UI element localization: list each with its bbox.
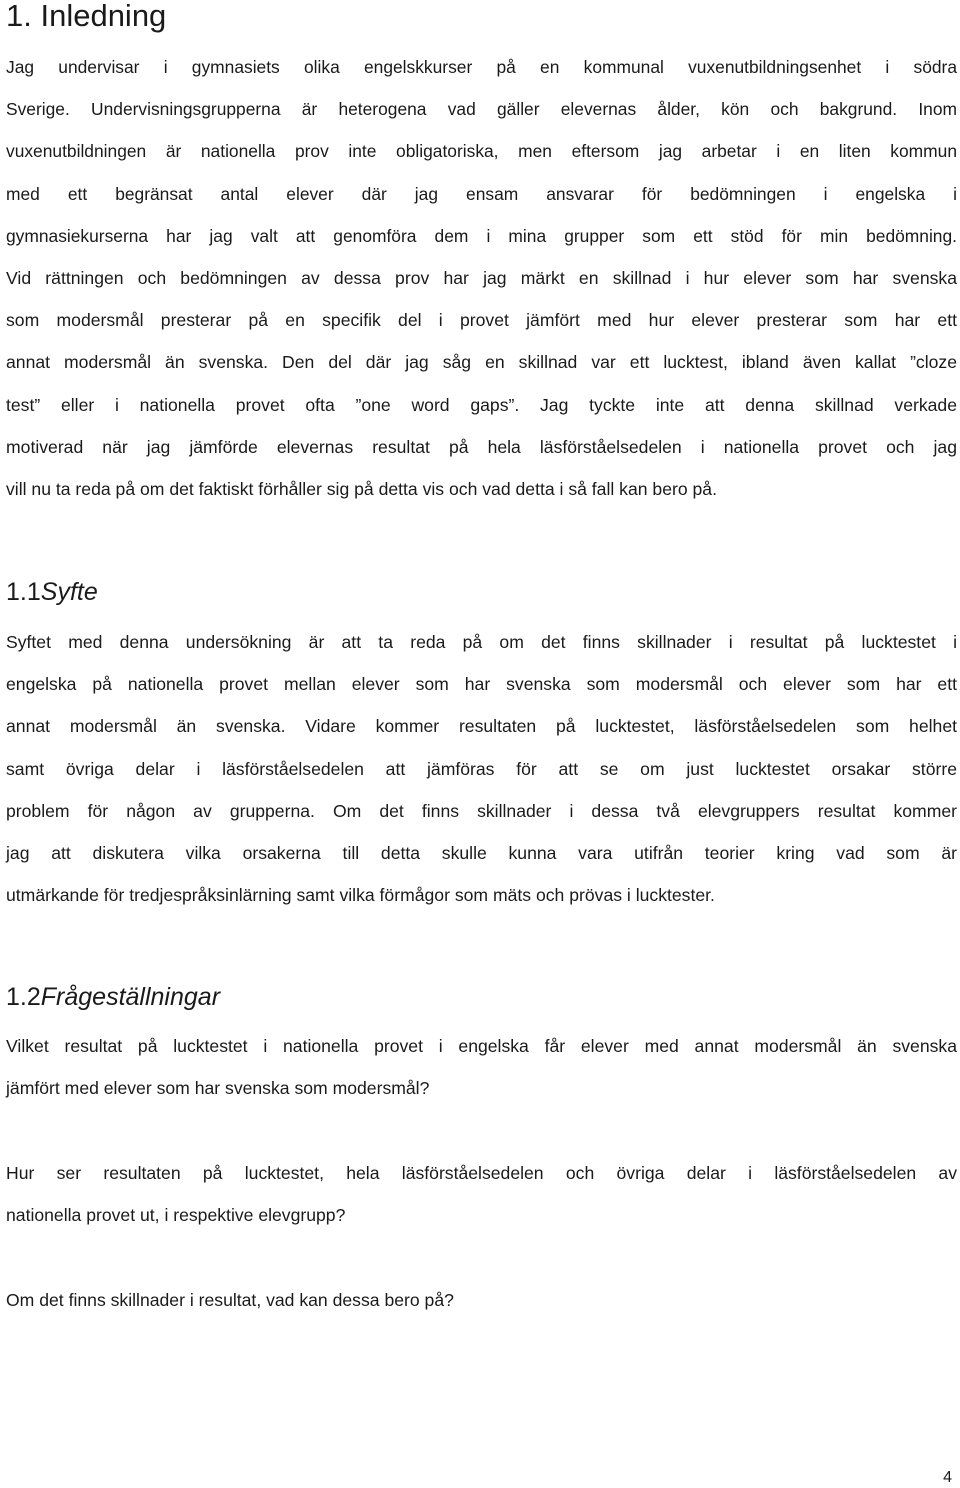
text-line: med ett begränsat antal elever där jag ensam ansvarar för bedömningen i engelska i <box>6 183 957 204</box>
syfte-paragraph <box>6 621 957 916</box>
question-3 <box>6 1279 957 1321</box>
section-title: Frågeställningar <box>40 983 221 1011</box>
question-1 <box>6 1025 957 1109</box>
text-line: motiverad när jag jämförde elevernas resultat på hela läsförståelsedelen i nationella provet och jag <box>6 436 957 457</box>
section-heading-fragestallningar <box>6 981 220 1013</box>
text-line: jag att diskutera vilka orsakerna till detta skulle kunna vara utifrån teorier kring vad som är <box>6 843 957 864</box>
question-2 <box>6 1152 957 1236</box>
text-line: nationella provet ut, i respektive elevgrupp? <box>6 1205 346 1226</box>
text-line: vill nu ta reda på om det faktiskt förhåller sig på detta vis och vad detta i så fall kan bero på. <box>6 479 717 500</box>
text-line: Vid rättningen och bedömningen av dessa prov har jag märkt en skillnad i hur elever som har svenska <box>6 268 957 289</box>
text-line: jämfört med elever som har svenska som modersmål? <box>6 1078 430 1099</box>
text-line: engelska på nationella provet mellan elever som har svenska som modersmål och elever som har ett <box>6 674 957 695</box>
chapter-heading: 1. Inledning <box>6 0 167 33</box>
text-line: annat modersmål än svenska. Den del där jag såg en skillnad var ett lucktest, ibland även kallat ”cloze <box>6 352 957 373</box>
section-title: Syfte <box>40 578 98 606</box>
section-heading-syfte <box>6 576 98 608</box>
text-line: Hur ser resultaten på lucktestet, hela läsförståelsedelen och övriga delar i läsförståelsedelen av <box>6 1163 957 1183</box>
page-number: 4 <box>943 1469 952 1486</box>
text-line: Om det finns skillnader i resultat, vad kan dessa bero på? <box>6 1290 454 1310</box>
text-line: Sverige. Undervisningsgrupperna är heterogena vad gäller elevernas ålder, kön och bakgrund. Inom <box>6 99 957 120</box>
section-number: 1.2 <box>6 983 41 1011</box>
intro-paragraph <box>6 46 957 510</box>
text-line: samt övriga delar i läsförståelsedelen att jämföras för att se om just lucktestet orsakar större <box>6 758 957 779</box>
text-line: Vilket resultat på lucktestet i nationella provet i engelska får elever med annat modersmål än svenska <box>6 1036 957 1056</box>
section-number: 1.1 <box>6 578 41 606</box>
text-line: vuxenutbildningen är nationella prov inte obligatoriska, men eftersom jag arbetar i en liten kommun <box>6 141 957 162</box>
text-line: som modersmål presterar på en specifik del i provet jämfört med hur elever presterar som har ett <box>6 310 957 331</box>
text-line: utmärkande för tredjespråksinlärning samt vilka förmågor som mäts och prövas i lucktester. <box>6 885 715 906</box>
text-line: gymnasiekurserna har jag valt att genomföra dem i mina grupper som ett stöd för min bedömning. <box>6 225 957 246</box>
text-line: annat modersmål än svenska. Vidare kommer resultaten på lucktestet, läsförståelsedelen som helhet <box>6 716 957 737</box>
text-line: Jag undervisar i gymnasiets olika engelskkurser på en kommunal vuxenutbildningsenhet i södra <box>6 57 957 77</box>
text-line: Syftet med denna undersökning är att ta reda på om det finns skillnader i resultat på lucktestet i <box>6 632 957 652</box>
text-line: test” eller i nationella provet ofta ”one word gaps”. Jag tyckte inte att denna skillnad verkade <box>6 394 957 415</box>
text-line: problem för någon av grupperna. Om det finns skillnader i dessa två elevgruppers resultat kommer <box>6 800 957 821</box>
